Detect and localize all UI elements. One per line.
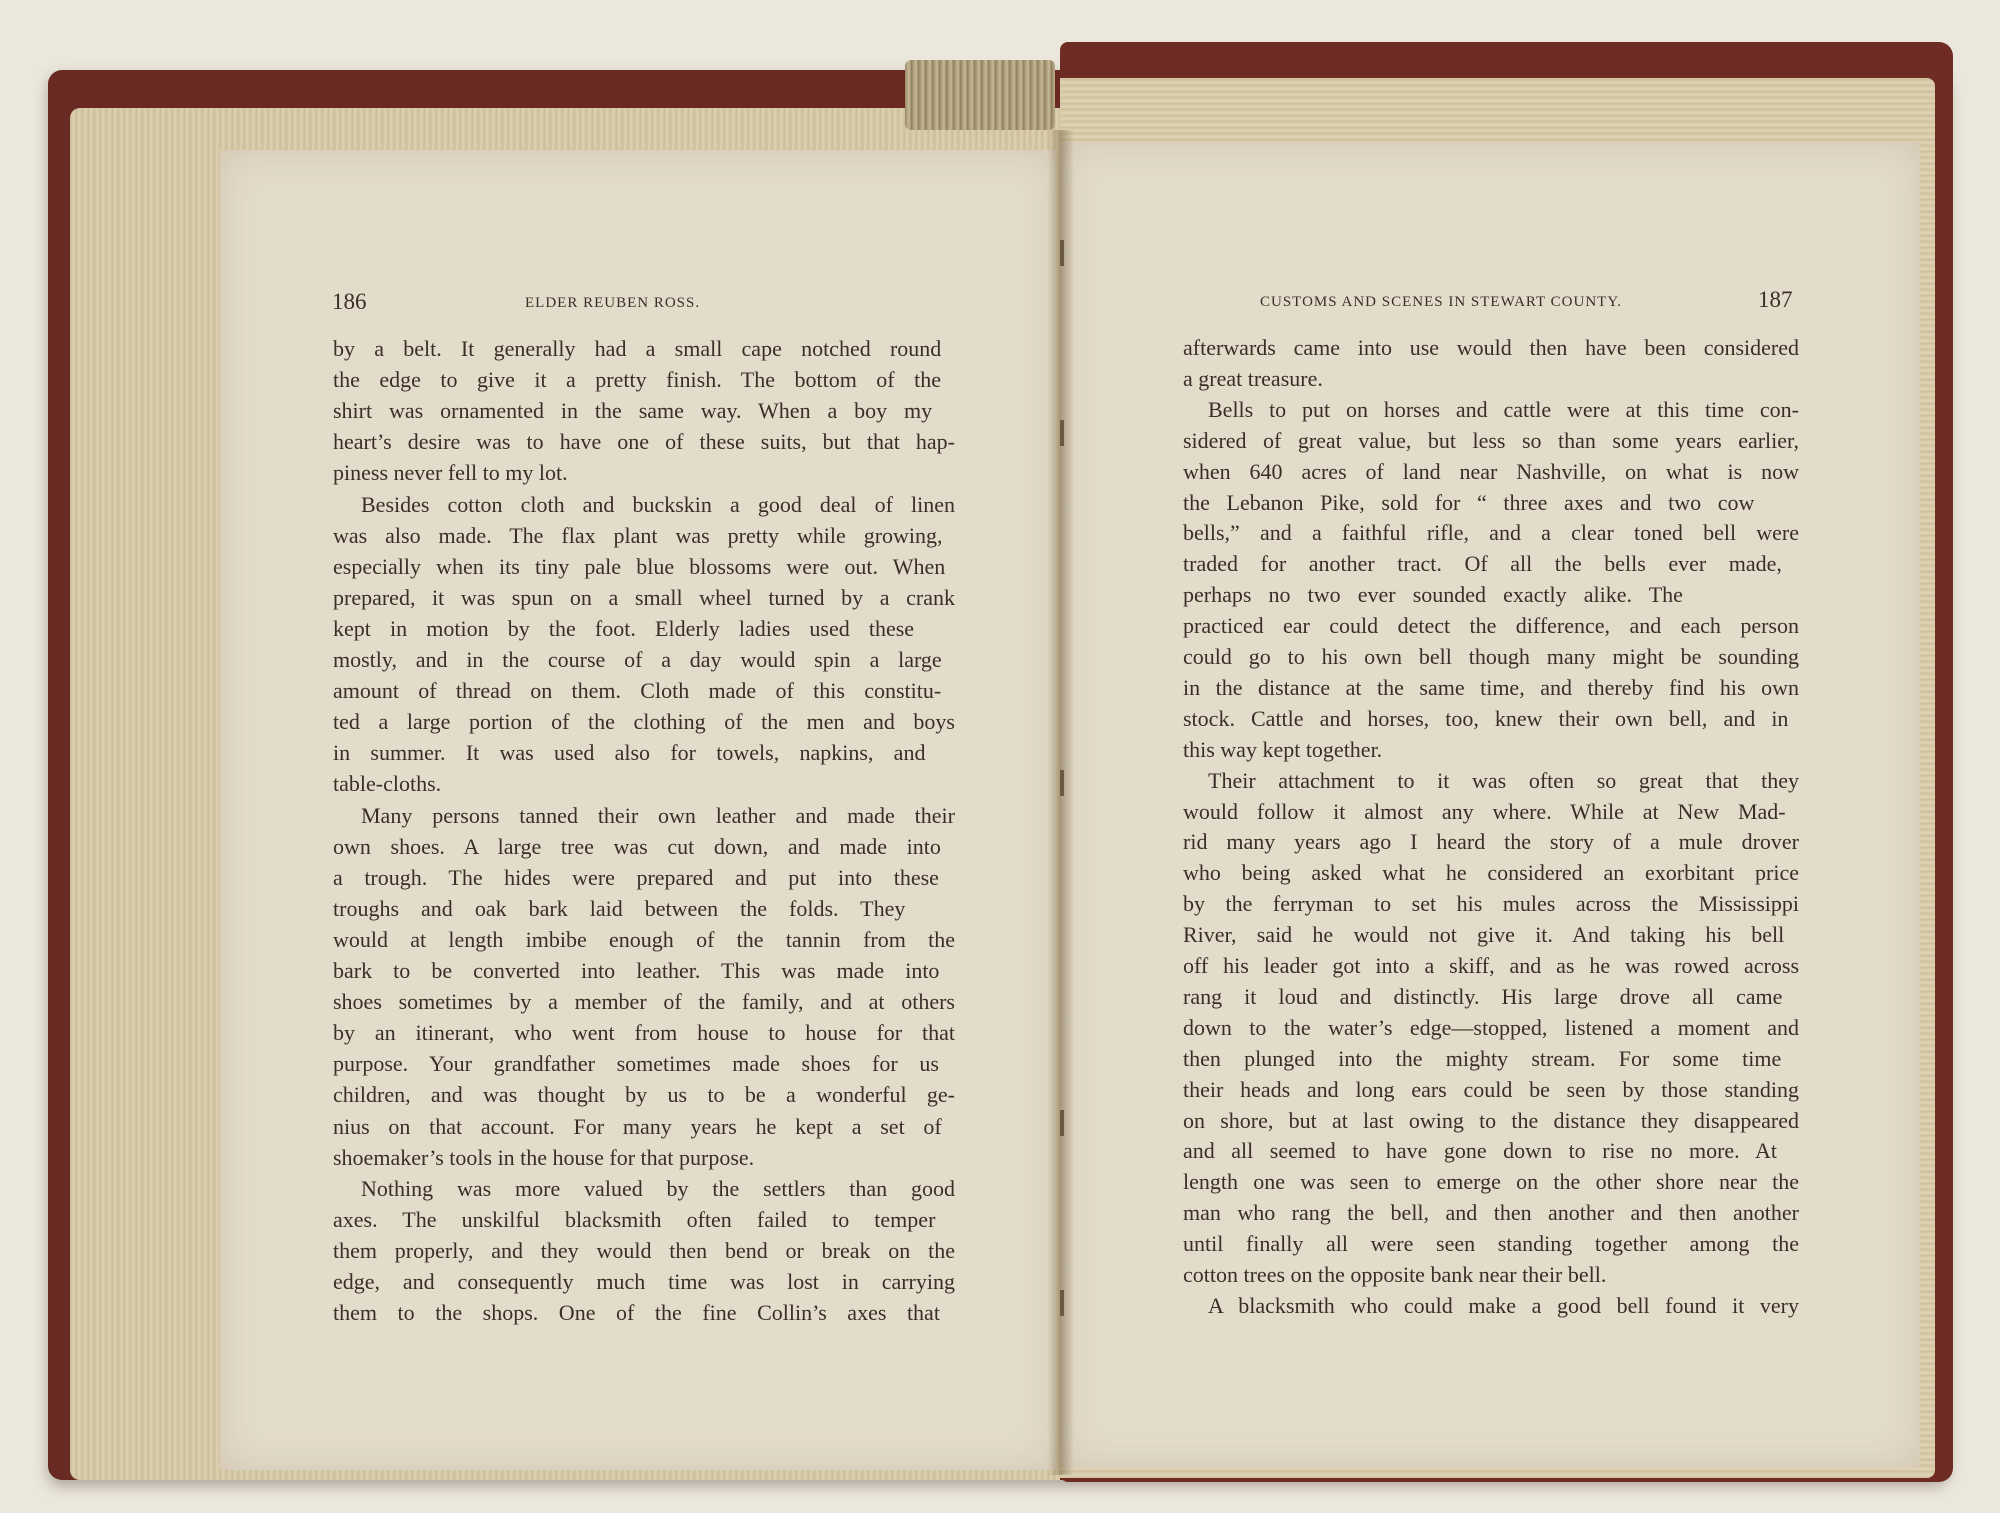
text-line: traded for another tract. Of all the bells ever made, (1183, 551, 1782, 577)
page-number-right: 187 (1758, 287, 1793, 312)
text-line: ted a large portion of the clothing of the men and boys (333, 709, 955, 735)
text-line: shirt was ornamented in the same way. When a boy my (333, 398, 933, 424)
text-line: off his leader got into a skiff, and as he was rowed across (1183, 953, 1799, 978)
text-line: children, and was thought by us to be a wonderful ge- (333, 1082, 955, 1108)
text-line: by the ferryman to set his mules across the Mississippi (1183, 891, 1799, 917)
text-line: them properly, and they would then bend or break on the (333, 1237, 955, 1263)
text-line: could go to his own bell though many might be sounding (1183, 644, 1799, 669)
text-line: troughs and oak bark laid between the folds. They (333, 895, 906, 921)
book-spine-stitching (905, 60, 1055, 130)
text-line: the Lebanon Pike, sold for “ three axes and two cow (1183, 489, 1755, 515)
text-line: Their attachment to it was often so great that they (1208, 767, 1799, 793)
text-line: axes. The unskilful blacksmith often failed to temper (333, 1206, 936, 1232)
binding-thread (1060, 770, 1064, 796)
text-line: stock. Cattle and horses, too, knew their own bell, and in (1183, 705, 1789, 731)
text-line: table-cloths. (333, 771, 442, 797)
text-line: who being asked what he considered an exorbitant price (1183, 860, 1799, 886)
text-line: piness never fell to my lot. (333, 460, 568, 486)
text-line: sidered of great value, but less so than some years earlier, (1183, 427, 1799, 453)
text-line: Bells to put on horses and cattle were at this time con- (1208, 396, 1799, 422)
running-head-right: CUSTOMS AND SCENES IN STEWART COUNTY. (1260, 294, 1622, 310)
text-line: and all seemed to have gone down to rise no more. At (1183, 1138, 1777, 1164)
text-line: length one was seen to emerge on the other shore near the (1183, 1169, 1799, 1195)
text-line: rid many years ago I heard the story of a mule drover (1183, 829, 1799, 855)
text-line: then plunged into the mighty stream. For some time (1183, 1045, 1782, 1071)
text-line: afterwards came into use would then have been considered (1183, 335, 1799, 360)
text-line: amount of thread on them. Cloth made of this constitu- (333, 678, 942, 704)
text-line: them to the shops. One of the fine Collin’s axes that (333, 1300, 940, 1326)
page-number-left: 186 (332, 289, 367, 314)
text-line: Nothing was more valued by the settlers than good (361, 1175, 955, 1201)
binding-thread (1060, 240, 1064, 266)
text-line: in summer. It was used also for towels, napkins, and (333, 740, 926, 766)
text-line: nius on that account. For many years he kept a set of (333, 1113, 942, 1139)
text-line: by an itinerant, who went from house to house for that (333, 1020, 955, 1046)
binding-thread (1060, 420, 1064, 446)
running-head-left: ELDER REUBEN ROSS. (525, 295, 701, 311)
text-line: down to the water’s edge—stopped, listened a moment and (1183, 1014, 1799, 1040)
text-line: River, said he would not give it. And taking his bell (1183, 922, 1785, 948)
text-line: their heads and long ears could be seen by those standing (1183, 1076, 1799, 1102)
text-line: perhaps no two ever sounded exactly alike. The (1183, 582, 1683, 608)
text-line: would follow it almost any where. While at New Mad- (1183, 798, 1786, 824)
text-line: cotton trees on the opposite bank near their bell. (1183, 1262, 1607, 1287)
text-line: bells,” and a faithful rifle, and a clear toned bell were (1183, 520, 1799, 546)
text-line: kept in motion by the foot. Elderly ladies used these (333, 615, 915, 641)
text-line: this way kept together. (1183, 736, 1383, 762)
text-line: heart’s desire was to have one of these suits, but that hap- (333, 429, 955, 455)
text-line: by a belt. It generally had a small cape notched round (333, 336, 942, 361)
text-line: the edge to give it a pretty finish. The bottom of the (333, 367, 942, 393)
text-line: when 640 acres of land near Nashville, on what is now (1183, 458, 1799, 484)
text-line: especially when its tiny pale blue blossoms were out. When (333, 553, 946, 579)
text-line: shoemaker’s tools in the house for that purpose. (333, 1144, 755, 1170)
text-line: shoes sometimes by a member of the family, and at others (333, 989, 955, 1015)
text-line: edge, and consequently much time was lost in carrying (333, 1269, 955, 1294)
binding-thread (1060, 1110, 1064, 1136)
text-line: would at length imbibe enough of the tannin from the (333, 926, 955, 952)
binding-thread (1060, 1290, 1064, 1316)
text-line: a great treasure. (1183, 365, 1323, 391)
text-line: purpose. Your grandfather sometimes made shoes for us (333, 1051, 939, 1077)
text-line: man who rang the bell, and then another and then another (1183, 1200, 1799, 1226)
text-line: practiced ear could detect the difference, and each person (1183, 613, 1799, 639)
text-line: was also made. The flax plant was pretty while growing, (333, 522, 943, 548)
text-line: own shoes. A large tree was cut down, and made into (333, 833, 941, 859)
text-line: in the distance at the same time, and thereby find his own (1183, 674, 1799, 700)
book-gutter (1048, 130, 1074, 1475)
text-line: Many persons tanned their own leather and made their (361, 802, 955, 828)
text-line: until finally all were seen standing together among the (1183, 1231, 1799, 1257)
text-line: A blacksmith who could make a good bell found it very (1208, 1292, 1799, 1318)
text-line: on shore, but at last owing to the distance they disappeared (1183, 1107, 1799, 1133)
text-line: mostly, and in the course of a day would spin a large (333, 647, 942, 672)
text-line: a trough. The hides were prepared and put into these (333, 864, 939, 890)
text-line: rang it loud and distinctly. His large drove all came (1183, 983, 1783, 1009)
text-line: Besides cotton cloth and buckskin a good deal of linen (361, 491, 955, 517)
text-line: prepared, it was spun on a small wheel turned by a crank (333, 584, 955, 610)
text-line: bark to be converted into leather. This was made into (333, 958, 940, 983)
